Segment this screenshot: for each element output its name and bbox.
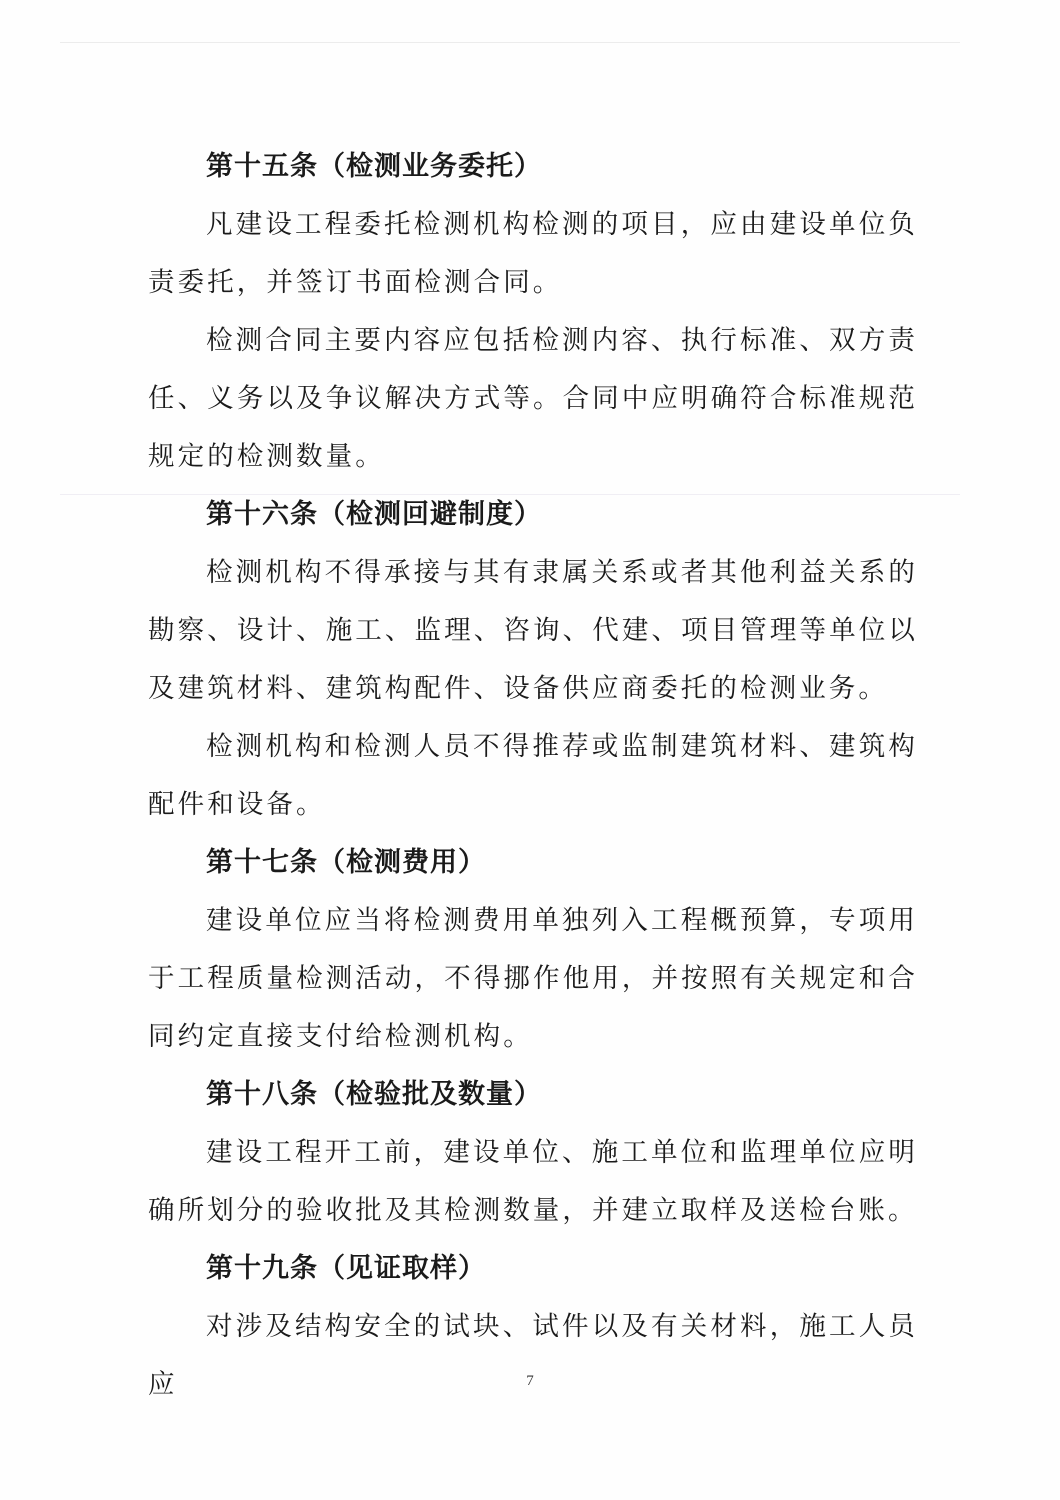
- article-heading: 第十六条（检测回避制度）: [206, 499, 542, 530]
- article-paragraph: 凡建设工程委托检测机构检测的项目，应由建设单位负责委托，并签订书面检测合同。: [148, 209, 918, 298]
- article-paragraph: 检测机构和检测人员不得推荐或监制建筑材料、建筑构配件和设备。: [148, 731, 918, 820]
- article-paragraph: 检测机构不得承接与其有隶属关系或者其他利益关系的勘察、设计、施工、监理、咨询、代建、项目管理等单位以及建筑材料、建筑构配件、设备供应商委托的检测业务。: [148, 557, 918, 704]
- article-paragraph: 对涉及结构安全的试块、试件以及有关材料，施工人员应: [148, 1311, 918, 1400]
- article-paragraph: 建设工程开工前，建设单位、施工单位和监理单位应明确所划分的验收批及其检测数量，并建立取样及送检台账。: [148, 1137, 918, 1226]
- article-17: [148, 834, 918, 1066]
- article-heading: 第十九条（见证取样）: [206, 1253, 486, 1284]
- scan-artifact-line: [60, 42, 960, 43]
- article-16: [148, 486, 918, 834]
- article-15: [148, 138, 918, 486]
- article-heading: 第十八条（检验批及数量）: [206, 1079, 542, 1110]
- article-heading: 第十七条（检测费用）: [206, 847, 486, 878]
- article-18: [148, 1066, 918, 1240]
- document-body: [148, 138, 918, 1414]
- article-paragraph: 建设单位应当将检测费用单独列入工程概预算，专项用于工程质量检测活动，不得挪作他用，并按照有关规定和合同约定直接支付给检测机构。: [148, 905, 918, 1052]
- article-heading: 第十五条（检测业务委托）: [206, 151, 542, 182]
- page-number: 7: [526, 1373, 534, 1389]
- article-paragraph: 检测合同主要内容应包括检测内容、执行标准、双方责任、义务以及争议解决方式等。合同中应明确符合标准规范规定的检测数量。: [148, 325, 918, 472]
